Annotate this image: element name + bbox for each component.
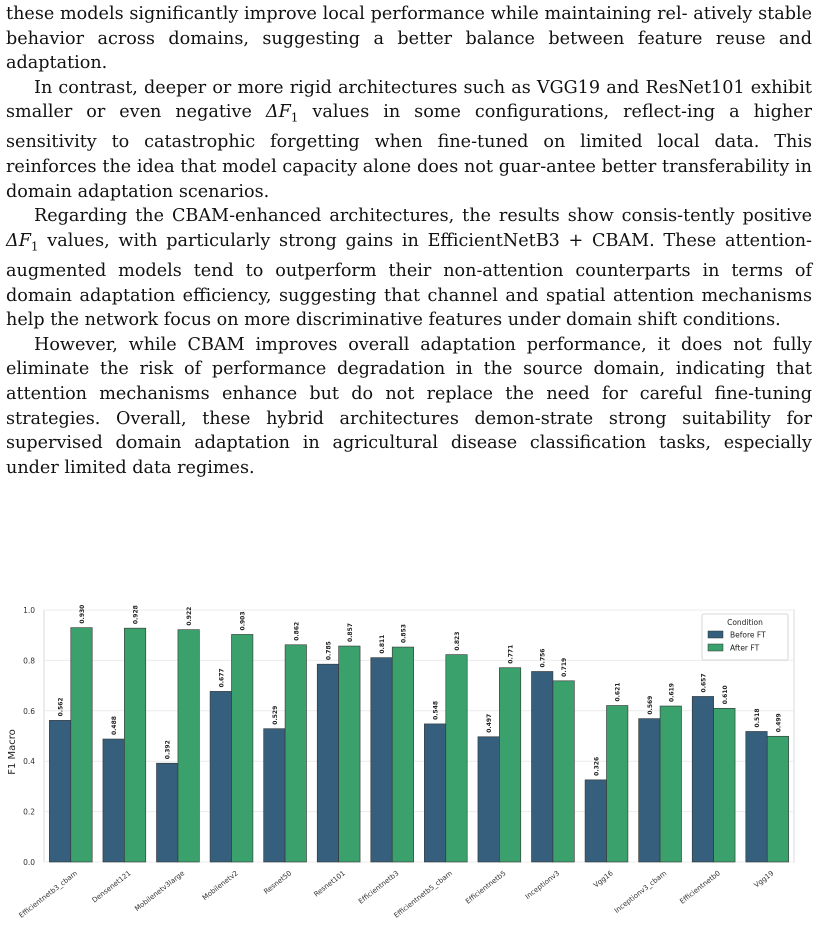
bar-value-label: 0.392 [164,740,172,760]
bar-after-ft [767,736,788,862]
bar-value-label: 0.862 [293,621,301,641]
y-tick-label: 0.0 [23,858,35,867]
bar-after-ft [607,706,628,862]
bar-value-label: 0.562 [57,697,65,717]
math-delta-f: ΔF [6,230,31,251]
math-subscript: 1 [290,110,299,125]
x-tick-label: Efficientnetb5 [464,869,508,906]
bar-value-label: 0.928 [132,605,140,625]
bar-before-ft [371,658,392,862]
text-run: these models significantly improve local performance while maintaining rel- [6,4,688,24]
bar-value-label: 0.677 [218,668,226,688]
x-tick-label: Vgg19 [752,869,776,890]
bar-value-label: 0.857 [346,623,354,643]
bar-value-label: 0.499 [775,713,783,733]
bar-after-ft [660,706,681,862]
bar-before-ft [639,719,660,862]
paragraph [6,76,812,204]
x-tick-label: Efficientnetb5_cbam [392,869,455,920]
legend-entry: Before FT [730,630,766,640]
text-run: Regarding the CBAM-enhanced architectures, the results show consis-tently positive [34,206,812,227]
text-run: In contrast, deeper or more rigid architectures such as VGG19 and ResNet101 exhibit smaller or even negative [6,77,812,123]
x-tick-label: Densenet121 [90,869,133,905]
text-run: values in some configurations, reflect-ing a higher sensitivity to catastrophic forgetting when fine-tuned on limited local data. This reinforces the idea that model capacity alone does not guar-antee better transferability in domain adaptation scenarios. [6,102,812,202]
text-run: feature reuse and adaptation. [6,28,813,74]
bar-after-ft [285,645,306,862]
legend-title: Condition [727,618,763,627]
bar-value-label: 0.488 [111,716,119,736]
bar-before-ft [532,671,553,862]
bar-value-label: 0.619 [668,683,676,703]
bar-before-ft [210,691,231,862]
bar-value-label: 0.326 [593,756,601,776]
legend-swatch [708,631,723,638]
chart-svg [0,604,819,939]
y-tick-label: 0.6 [23,706,35,716]
math-subscript: 1 [30,239,39,254]
bar-value-label: 0.719 [561,657,569,677]
x-tick-label: Mobilenetv3large [133,869,187,914]
bar-before-ft [317,664,338,862]
bar-value-label: 0.756 [539,648,547,668]
x-tick-label: Resnet101 [312,869,347,899]
text-run: atively stable behavior across domains, suggesting a better balance between [6,4,813,49]
bar-value-label: 0.785 [325,641,333,661]
bar-after-ft [178,630,199,862]
text-run: However, while CBAM improves overall adaptation performance, it does not fully eliminate the risk of performance degradation in the source domain, indicating that attention mechanisms enhance but do not replace the need for careful fine-tuning strategies. Overall, these hybrid architectures demon-strate strong suitability for supervised domain adaptation in agricultural disease classification tasks, especially under limited data regimes. [6,334,812,478]
bar-after-ft [124,628,145,862]
x-tick-label: Vgg16 [592,869,615,890]
bar-after-ft [553,681,574,862]
bar-after-ft [339,646,360,862]
bar-value-label: 0.610 [721,685,729,705]
bar-before-ft [746,731,767,862]
bar-after-ft [232,634,253,862]
y-axis-label: F1 Macro [7,729,18,775]
bar-before-ft [424,724,445,862]
bar-before-ft [264,729,285,862]
bar-value-label: 0.811 [379,634,386,654]
x-tick-label: Efficientnetb3_cbam [17,869,80,920]
bar-before-ft [157,763,178,862]
body-text [6,2,812,480]
bar-before-ft [478,737,499,862]
bar-after-ft [71,628,92,862]
bar-value-label: 0.657 [700,673,708,693]
bar-value-label: 0.823 [454,631,461,651]
bar-value-label: 0.922 [186,606,194,626]
bar-before-ft [49,720,70,862]
bar-value-label: 0.569 [646,695,654,715]
x-tick-labels [18,869,776,920]
bar-value-label: 0.903 [239,611,247,631]
bar-after-ft [714,708,735,862]
math-delta-f: ΔF [265,102,291,123]
y-tick-label: 0.2 [23,807,35,817]
bar-value-label: 0.771 [507,644,515,664]
bar-value-label: 0.497 [486,713,494,733]
y-tick-label: 0.8 [23,656,35,666]
bar-value-label: 0.529 [271,705,279,725]
bar-value-label: 0.621 [614,682,622,702]
x-tick-label: Inceptionv3_cbam [612,869,669,915]
legend [702,614,788,660]
bar-value-label: 0.548 [432,700,440,720]
bar-value-label: 0.930 [79,604,86,624]
bar-before-ft [103,739,124,862]
paragraph [6,204,812,332]
x-tick-label: Efficientnetb0 [678,869,722,906]
bar-before-ft [692,696,713,862]
legend-entry: After FT [730,643,760,653]
y-tick-label: 1.0 [23,606,35,615]
bar-before-ft [585,780,606,862]
x-tick-label: Efficientnetb3 [357,869,401,906]
bar-value-label: 0.853 [400,624,408,644]
paragraph [6,2,812,76]
figure-f1-macro-bar-chart [0,604,819,939]
paragraph [6,333,812,481]
y-tick-labels [23,606,35,867]
bar-value-label: 0.518 [754,708,761,728]
x-tick-label: Inceptionv3 [523,869,562,901]
x-tick-label: Mobilenetv2 [200,869,240,903]
bar-after-ft [446,655,467,862]
bar-after-ft [499,668,520,862]
bar-after-ft [392,647,413,862]
y-tick-label: 0.4 [23,757,35,767]
x-tick-label: Resnet50 [262,869,294,896]
legend-swatch [708,644,723,651]
text-run: values, with particularly strong gains in EfficientNetB3 + CBAM. These attention-augmented models tend to outperform their non-attention counterparts in terms of domain adaptation efficiency, suggesting that channel and spatial attention mechanisms help the network focus on more discriminative features under domain shift conditions. [6,230,812,331]
